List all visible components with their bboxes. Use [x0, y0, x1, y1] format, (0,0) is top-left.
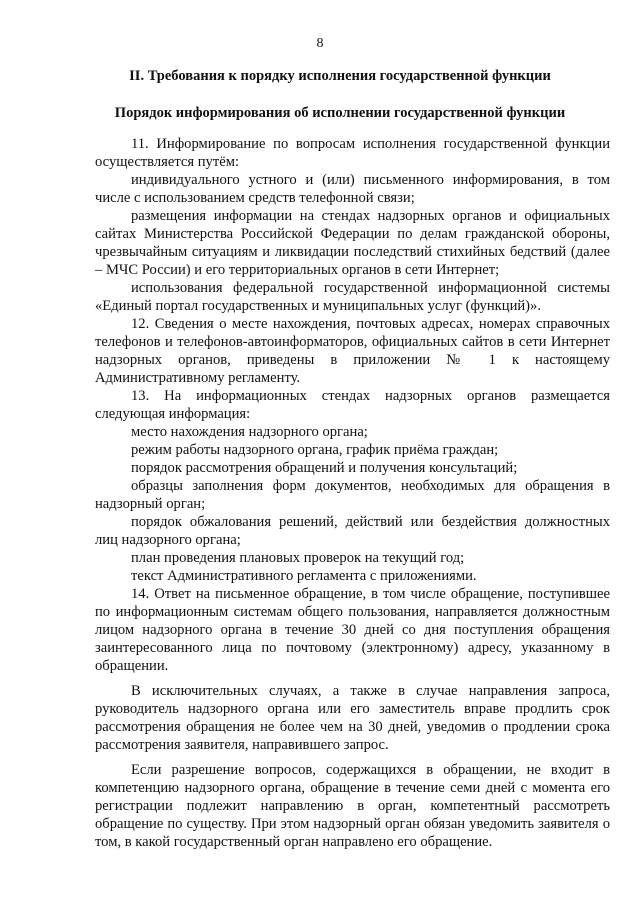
section-title: II. Требования к порядку исполнения государственной функции	[129, 68, 551, 84]
list-item: индивидуального устного и (или) письменного информирования, в том числе с использованием средств телефонной связи;	[95, 172, 610, 206]
list-item: образцы заполнения форм документов, необходимых для обращения в надзорный орган;	[95, 478, 610, 512]
list-item: порядок рассмотрения обращений и получения консультаций;	[131, 460, 518, 476]
list-item: режим работы надзорного органа, график приёма граждан;	[131, 442, 499, 458]
list-item: место нахождения надзорного органа;	[131, 424, 368, 440]
list-item: использования федеральной государственной информационной системы «Единый портал государственных и муниципальных услуг (функций)».	[95, 280, 610, 314]
paragraph-14: 14. Ответ на письменное обращение, в том числе обращение, поступившее по информационным системам общего пользования, направляется должностным лицом надзорного органа в течение 30 дней со дня поступления обращения заинтересованного лица по почтовому (электронному) адресу, указанному в обращении.	[95, 586, 610, 674]
list-item: порядок обжалования решений, действий или бездействия должностных лиц надзорного органа;	[95, 514, 610, 548]
paragraph: Если разрешение вопросов, содержащихся в обращении, не входит в компетенцию надзорного органа, обращение в течение семи дней с момента его регистрации подлежит направлению в орган, компетентный рассмотреть обращение по существу. При этом надзорный орган обязан уведомить заявителя о том, в какой государственный орган направлено его обращение.	[95, 762, 610, 850]
list-item: план проведения плановых проверок на текущий год;	[131, 550, 465, 566]
document-body	[95, 135, 610, 851]
paragraph-11: 11. Информирование по вопросам исполнения государственной функции осуществляется путём:	[95, 136, 610, 170]
subsection-title: Порядок информирования об исполнении государственной функции	[114, 105, 566, 121]
list-item: размещения информации на стендах надзорных органов и официальных сайтах Министерства Российской Федерации по делам гражданской обороны, чрезвычайным ситуациям и ликвидации последствий стихийных бедствий (далее – МЧС России) и его территориальных органов в сети Интернет;	[95, 208, 610, 278]
page-number: 8	[316, 36, 324, 51]
paragraph-12: 12. Сведения о месте нахождения, почтовых адресах, номерах справочных телефонов и телефонов-автоинформаторов, официальных сайтов в сети Интернет надзорных органов, приведены в приложении № 1 к настоящему Административному регламенту.	[95, 316, 610, 386]
list-item: текст Административного регламента с приложениями.	[131, 568, 477, 584]
paragraph-13: 13. На информационных стендах надзорных органов размещается следующая информация:	[95, 388, 610, 422]
paragraph: В исключительных случаях, а также в случае направления запроса, руководитель надзорного органа или его заместитель вправе продлить срок рассмотрения обращения не более чем на 30 дней, уведомив о продлении срока рассмотрения заявителя, направившего запрос.	[95, 683, 610, 753]
